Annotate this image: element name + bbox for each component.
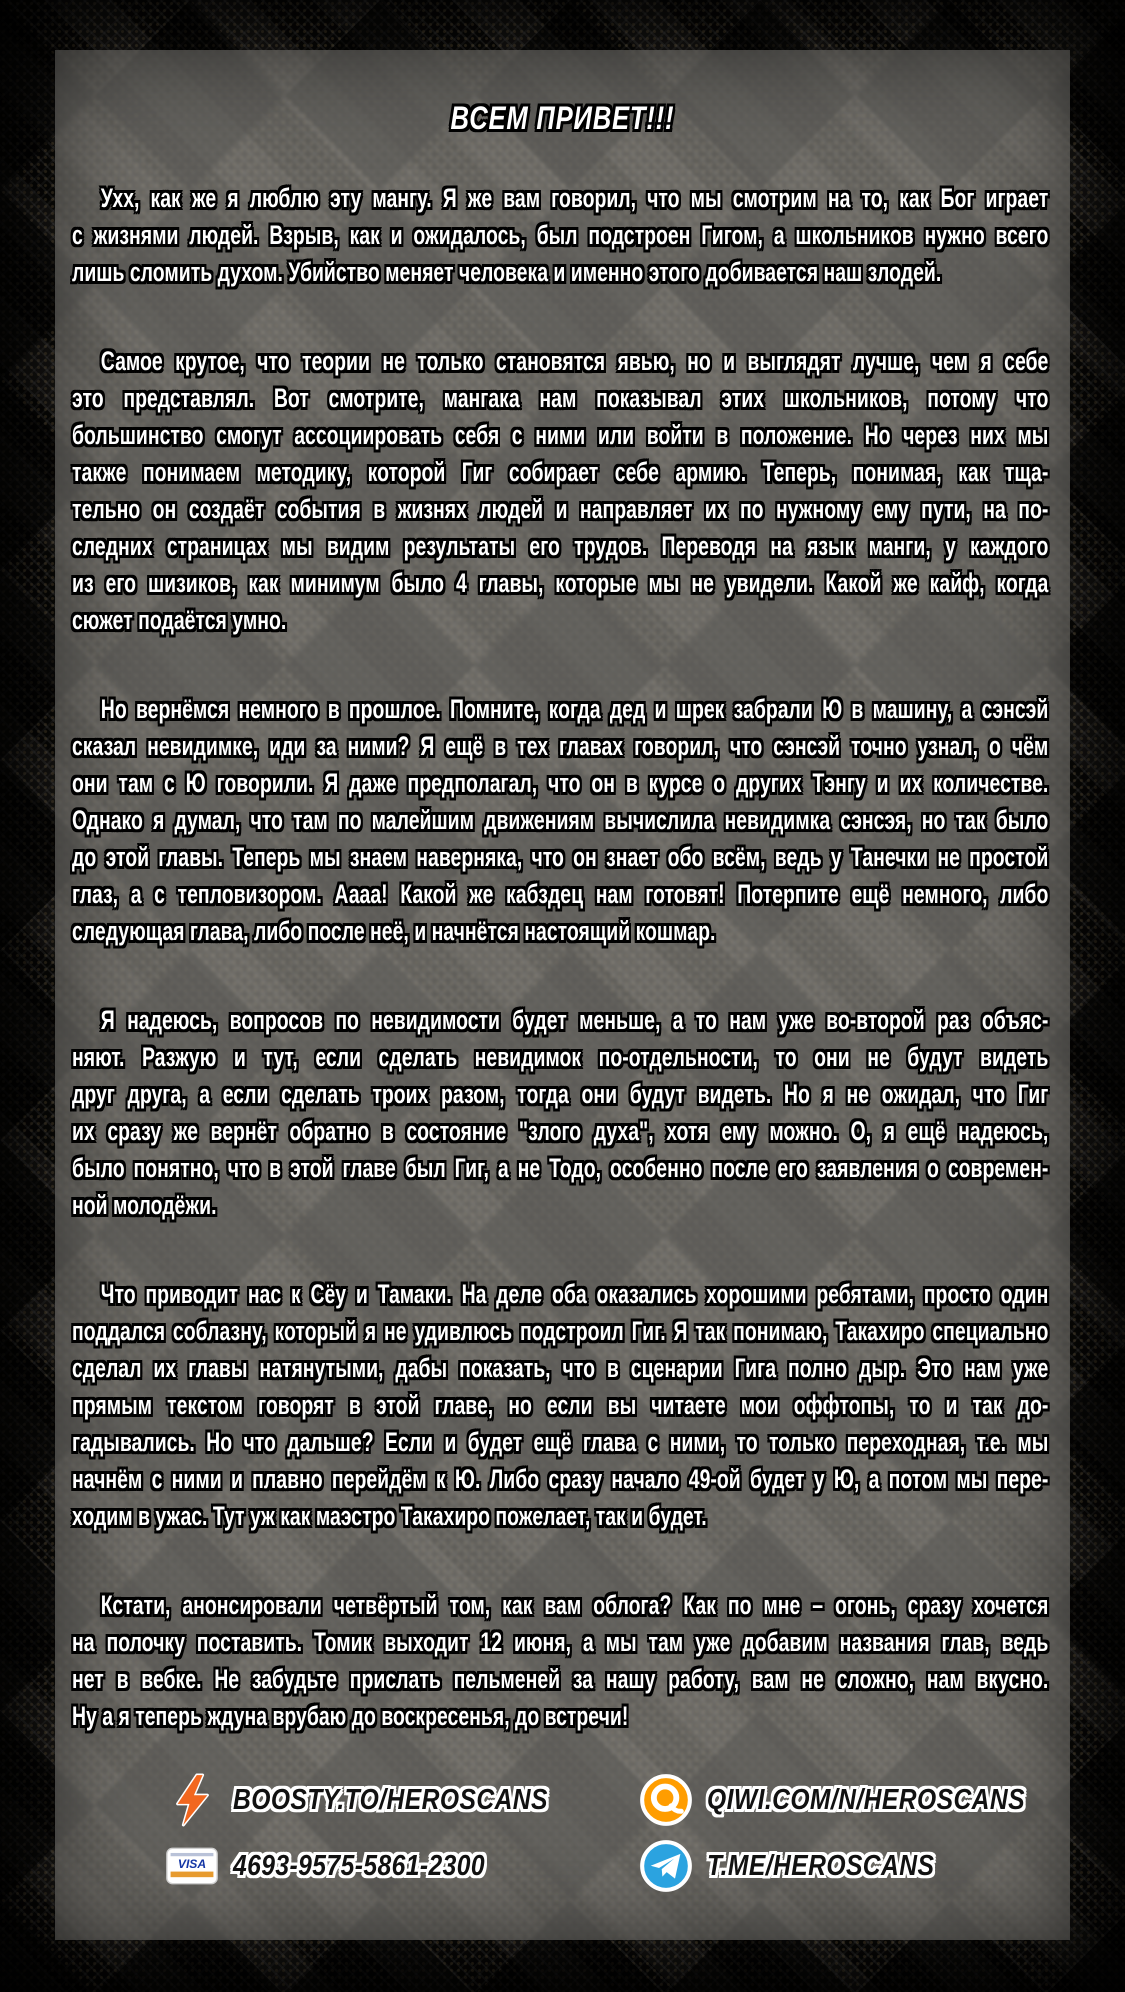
paragraph (72, 180, 1052, 291)
paragraph-line: няют. Разжую и тут, если сделать невидимок по-отдельности, то они не будут видеть (72, 1042, 1049, 1072)
paragraph-line: Самое крутое, что теории не только становятся явью, но и выглядят лучше, чем я себе (100, 346, 1049, 376)
svg-text:VISA: VISA (177, 1856, 207, 1871)
paragraph-line: Ухх, как же я люблю эту мангу. Я же вам говорил, что мы смотрим на то, как Бог играет (100, 183, 1049, 213)
paragraph-line: на полочку поставить. Томик выходит 12 июня, а мы там уже добавим названия глав, ведь (72, 1627, 1049, 1657)
paragraph-line: также понимаем методику, которой Гиг собирает себе армию. Теперь, понимая, как тща- (72, 457, 1049, 487)
paragraph-line: сказал невидимке, иди за ними? Я ещё в тех главах говорил, что сэнсэй точно узнал, о чём (72, 731, 1049, 761)
title-wrap (112, 100, 1012, 137)
paragraph-line: Что приводит нас к Сёу и Тамаки. На деле оба оказались хорошими ребятами, просто один (100, 1279, 1049, 1309)
footer-link-label: BOOSTY.TO/HEROSCANS (233, 1783, 548, 1816)
paragraph-line: глаз, а с тепловизором. Аааа! Какой же кабздец нам готовят! Потерпите ещё немного, либо (72, 879, 1049, 909)
paragraph-line: из его шизиков, как минимум было 4 главы, которые мы не увидели. Какой же кайф, когда (72, 568, 1049, 598)
paragraph-line: поддался соблазну, который я не удивлюсь подстроил Гиг. Я так понимаю, Такахиро специально (72, 1316, 1049, 1346)
paragraph-line: они там с Ю говорили. Я даже предполагал, что он в курсе о других Тэнгу и их количестве. (72, 768, 1049, 798)
paragraph-line: Кстати, анонсировали четвёртый том, как вам облога? Как по мне – огонь, сразу хочется (100, 1590, 1049, 1620)
paragraph-line: следующая глава, либо после неё, и начнётся настоящий кошмар. (72, 916, 716, 946)
paragraph-line: с жизнями людей. Взрыв, как и ожидалось, был подстроен Гигом, а школьников нужно всего (72, 220, 1049, 250)
footer-link-label: T.ME/HEROSCANS (707, 1849, 935, 1882)
paragraph-line: большинство смогут ассоциировать себя с ними или войти в положение. Но через них мы (72, 420, 1049, 450)
paragraph (72, 343, 1052, 639)
paragraph (72, 1276, 1052, 1535)
visa-card-icon (165, 1838, 219, 1894)
text-block (72, 180, 1052, 1787)
paragraph (72, 1002, 1052, 1224)
paragraph-line: следних страницах мы видим результаты его трудов. Переводя на язык манги, у каждого (72, 531, 1049, 561)
paragraph-line: их сразу же вернёт обратно в состояние "злого духа", хотя ему можно. О, я ещё надеюсь, (72, 1116, 1049, 1146)
paragraph-line: лишь сломить духом. Убийство меняет человека и именно этого добивается наш злодей. (72, 257, 942, 287)
paragraph (72, 691, 1052, 950)
paragraph-line: гадывались. Но что дальше? Если и будет ещё глава с ними, то только переходная, т.е. мы (72, 1427, 1049, 1457)
paragraph-line: начнём с ними и плавно перейдём к Ю. Либо сразу начало 49-ой будет у Ю, а потом мы пере- (72, 1464, 1049, 1494)
qiwi-icon (639, 1772, 693, 1828)
paragraph-line: тельно он создаёт события в жизнях людей и направляет их по нужному ему пути, на по- (72, 494, 1049, 524)
paragraph-line: ной молодёжи. (72, 1190, 217, 1220)
paragraph-line: сделал их главы натянутыми, дабы показать, что в сценарии Гига полно дыр. Это нам уже (72, 1353, 1049, 1383)
paragraph-line: было понятно, что в этой главе был Гиг, а не Тодо, особенно после его заявления о современ- (72, 1153, 1049, 1183)
paragraph-line: до этой главы. Теперь мы знаем наверняка, что он знает обо всём, ведь у Танечки не простой (72, 842, 1049, 872)
paragraph-line: это представлял. Вот смотрите, мангака нам показывал этих школьников, потому что (72, 383, 1049, 413)
footer-link[interactable] (639, 1838, 1081, 1894)
paragraph-line: ходим в ужас. Тут уж как маэстро Такахиро пожелает, так и будет. (72, 1501, 707, 1531)
footer-link[interactable] (639, 1772, 1081, 1828)
paragraph-line: Я надеюсь, вопросов по невидимости будет меньше, а то нам уже во-второй раз объяс- (100, 1005, 1049, 1035)
footer-link-label: QIWI.COM/N/HEROSCANS (707, 1783, 1026, 1816)
footer-links (165, 1772, 1082, 1894)
paragraph (72, 1587, 1052, 1735)
paragraph-line: Однако я думал, что там по малейшим движениям вычислила невидимка сэнсэя, но так было (72, 805, 1049, 835)
footer-link[interactable] (165, 1772, 603, 1828)
paragraph-line: Но вернёмся немного в прошлое. Помните, когда дед и шрек забрали Ю в машину, а сэнсэй (100, 694, 1049, 724)
paragraph-line: Ну а я теперь ждуна врубаю до воскресенья, до встречи! (72, 1701, 629, 1731)
paragraph-line: нет в вебке. Не забудьте прислать пельменей за нашу работу, вам не сложно, нам вкусно. (72, 1664, 1049, 1694)
footer-link-label: 4693-9575-5861-2300 (233, 1849, 486, 1882)
footer-link[interactable] (165, 1838, 603, 1894)
paragraph-line: прямым текстом говорят в этой главе, но если вы читаете мои оффтопы, то и так до- (72, 1390, 1049, 1420)
paragraph-line: сюжет подаётся умно. (72, 605, 287, 635)
boosty-icon (165, 1772, 219, 1828)
paragraph-line: друг друга, а если сделать троих разом, тогда они будут видеть. Но я не ожидал, что Гиг (72, 1079, 1049, 1109)
page-title: ВСЕМ ПРИВЕТ!!! (450, 100, 675, 136)
telegram-icon (639, 1838, 693, 1894)
